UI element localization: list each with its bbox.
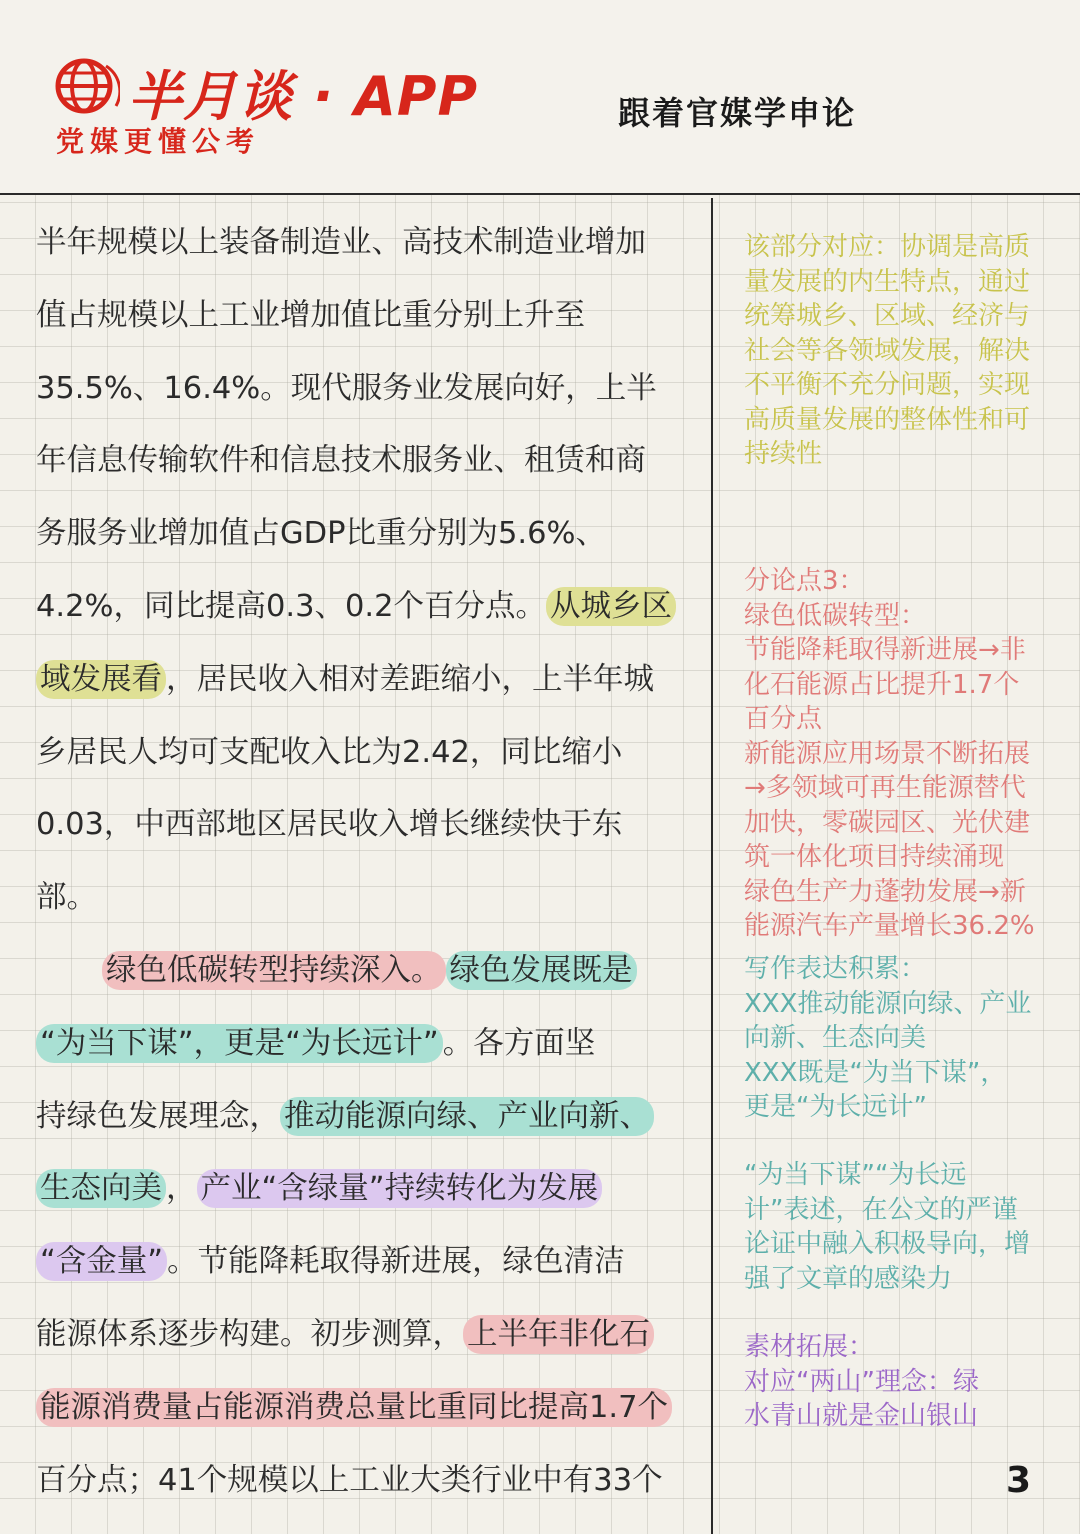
highlight-teal: 生态向美 [36, 1169, 166, 1208]
globe-logo-icon [54, 58, 120, 114]
note-line: 新能源应用场景不断拓展 [744, 738, 1031, 769]
article-line [36, 1081, 712, 1154]
note-line: XXX既是“为当下谋”， [744, 1057, 1007, 1088]
note-line: 论证中融入积极导向，增 [744, 1229, 1031, 1259]
page-number: 3 [1006, 1460, 1032, 1501]
highlight-purple: “含金量” [36, 1242, 167, 1281]
note-line: 向新、生态向美 [744, 1023, 927, 1053]
note-line: 化石能源占比提升1.7个 [744, 669, 1020, 700]
article-line [36, 1372, 712, 1445]
note-line: 分论点3： [744, 566, 865, 596]
text-run: 务服务业增加值占GDP比重分别为5.6%、 [36, 516, 606, 552]
article-line [36, 1008, 712, 1081]
page-header [0, 0, 1080, 195]
note-coordination [744, 230, 1064, 472]
text-run: 百分点；41个规模以上工业大类行业中有33个 [36, 1462, 663, 1498]
text-run: ， [166, 1171, 197, 1207]
note-line: 社会等各领域发展，解决 [744, 335, 1031, 366]
note-line: 节能降耗取得新进展→非 [744, 635, 1026, 665]
highlight-pink: 上半年非化石 [463, 1315, 654, 1354]
note-line: →多领域可再生能源替代 [744, 773, 1026, 803]
note-line: 计”表述，在公文的严谨 [744, 1194, 1018, 1225]
article-line [36, 353, 712, 426]
article-line [36, 789, 712, 862]
text-run: 。节能降耗取得新进展，绿色清洁 [167, 1244, 625, 1280]
note-line: 百分点 [744, 704, 823, 734]
note-line: 强了文章的感染力 [744, 1263, 953, 1294]
article-line [36, 1226, 712, 1299]
note-line: 筑一体化项目持续涌现 [744, 842, 1005, 872]
highlight-pink: 能源消费量占能源消费总量比重同比提高1.7个 [36, 1388, 672, 1427]
note-line: 水青山就是金山银山 [744, 1401, 979, 1431]
article-line [36, 1445, 712, 1518]
text-run: ，居民收入相对差距缩小，上半年城 [166, 661, 654, 697]
highlight-teal: 推动能源向绿、产业向新、 [280, 1097, 654, 1136]
note-line: 绿色生产力蓬勃发展→新 [744, 876, 1026, 907]
note-argument-3 [744, 564, 1064, 944]
note-line: XXX推动能源向绿、产业 [744, 988, 1032, 1019]
note-line: “为当下谋”“为长远 [744, 1160, 967, 1190]
text-run: 。各方面坚 [442, 1025, 596, 1061]
article-line [36, 644, 712, 717]
highlight-olive: 域发展看 [36, 660, 166, 699]
note-line: 不平衡不充分问题，实现 [744, 370, 1031, 400]
note-line: 统筹城乡、区域、经济与 [744, 301, 1031, 331]
note-line: 能源汽车产量增长36.2% [744, 911, 1035, 941]
highlight-pink: 绿色低碳转型持续深入。 [102, 951, 446, 990]
note-line: 绿色低碳转型： [744, 600, 927, 631]
note-line: 加快，零碳园区、光伏建 [744, 807, 1031, 838]
note-line: 该部分对应：协调是高质 [744, 232, 1031, 262]
article-line [36, 717, 712, 790]
article-line [36, 498, 712, 571]
note-line: 对应“两山”理念：绿 [744, 1366, 979, 1397]
article-line [36, 935, 712, 1008]
article-body [36, 207, 712, 1517]
article-line [36, 425, 712, 498]
header-slogan: 跟着官媒学申论 [618, 94, 857, 132]
text-run: 年信息传输软件和信息技术服务业、租赁和商 [36, 443, 646, 479]
highlight-purple: 产业“含绿量”持续转化为发展 [197, 1169, 603, 1208]
note-line: 量发展的内生特点，通过 [744, 266, 1031, 297]
note-line: 素材拓展： [744, 1332, 875, 1362]
note-line: 高质量发展的整体性和可 [744, 404, 1031, 435]
note-line: 写作表达积累： [744, 954, 927, 984]
text-run: 0.03，中西部地区居民收入增长继续快于东 [36, 807, 623, 843]
note-expression-analysis [744, 1158, 1064, 1296]
note-line: 更是“为长远计” [744, 1092, 927, 1122]
highlight-olive: 从城乡区 [546, 587, 676, 626]
brand-logo-text: 半月谈 · APP [128, 65, 479, 128]
highlight-teal: “为当下谋”，更是“为长远计” [36, 1024, 443, 1063]
text-run: 4.2%，同比提高0.3、0.2个百分点。 [36, 588, 546, 624]
article-line [36, 1153, 712, 1226]
article-line [36, 280, 712, 353]
brand-tagline: 党媒更懂公考 [56, 125, 261, 158]
text-run: 能源体系逐步构建。初步测算， [36, 1316, 463, 1352]
highlight-teal: 绿色发展既是 [446, 951, 637, 990]
text-run: 乡居民人均可支配收入比为2.42，同比缩小 [36, 734, 623, 770]
note-line: 持续性 [744, 439, 823, 469]
header-divider [0, 193, 1080, 195]
note-writing-expressions [744, 952, 1064, 1125]
text-run: 半年规模以上装备制造业、高技术制造业增加 [36, 225, 646, 260]
text-run: 持绿色发展理念， [36, 1098, 280, 1134]
article-line [36, 1299, 712, 1372]
article-line [36, 862, 712, 935]
text-run: 部。 [36, 880, 97, 916]
text-run: 值占规模以上工业增加值比重分别上升至 [36, 297, 585, 333]
text-run: 35.5%、16.4%。现代服务业发展向好，上半 [36, 370, 657, 406]
article-line [36, 207, 712, 280]
article-line [36, 571, 712, 644]
note-material-expansion [744, 1330, 1064, 1434]
